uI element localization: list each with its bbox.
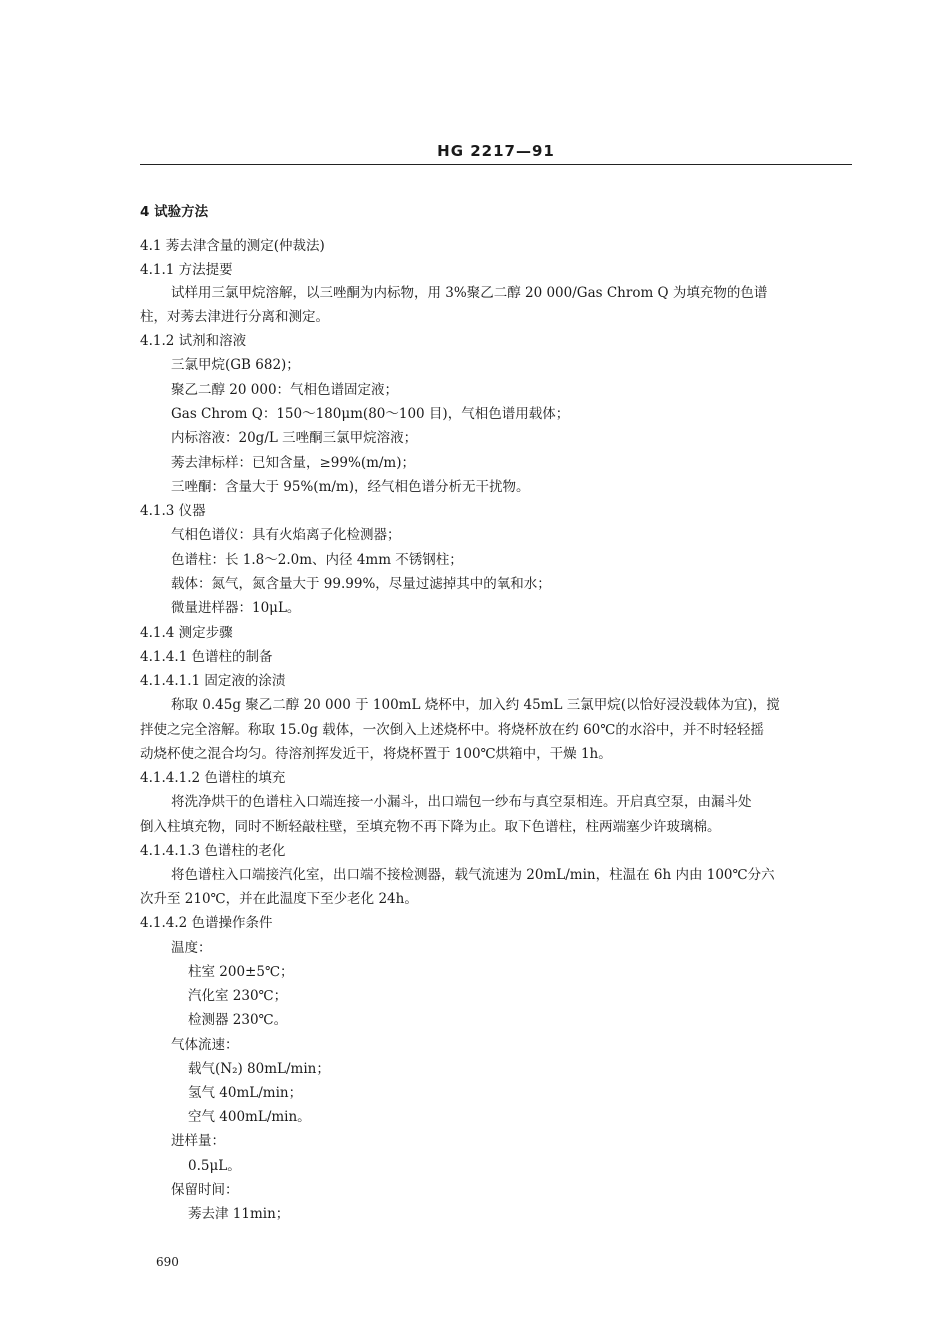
paragraph-line: 动烧杯使之混合均匀。待溶剂挥发近干，将烧杯置于 100℃烘箱中，干燥 1h。	[140, 746, 612, 762]
list-line: 三唑酮：含量大于 95%(m/m)，经气相色谱分析无干扰物。	[171, 479, 530, 495]
list-line: 色谱柱：长 1.8～2.0m、内径 4mm 不锈钢柱；	[171, 552, 463, 568]
paragraph-line: 将色谱柱入口端接汽化室，出口端不接检测器，载气流速为 20mL/min，柱温在 6h 内由 100℃分六	[171, 867, 775, 883]
paragraph-line: 称取 0.45g 聚乙二醇 20 000 于 100mL 烧杯中，加入约 45mL 三氯甲烷(以恰好浸没载体为宜)，搅	[171, 697, 780, 713]
list-line: 聚乙二醇 20 000：气相色谱固定液；	[171, 382, 399, 398]
condition-label: 保留时间：	[171, 1182, 239, 1198]
condition-value: 0.5μL。	[188, 1158, 241, 1174]
list-line: 内标溶液：20g/L 三唑酮三氯甲烷溶液；	[171, 430, 418, 446]
heading-4-1-4-1-1: 4.1.4.1.1 固定液的涂渍	[140, 673, 286, 689]
header-rule	[140, 164, 852, 165]
list-line: Gas Chrom Q：150～180μm(80～100 目)，气相色谱用载体；	[171, 406, 570, 422]
heading-4-1-4: 4.1.4 测定步骤	[140, 625, 233, 641]
condition-label: 气体流速：	[171, 1037, 239, 1053]
paragraph-line: 将洗净烘干的色谱柱入口端连接一小漏斗，出口端包一纱布与真空泵相连。开启真空泵，由漏斗处	[171, 794, 752, 810]
condition-value: 氢气 40mL/min；	[188, 1085, 303, 1101]
list-line: 三氯甲烷(GB 682)；	[171, 357, 300, 373]
condition-value: 柱室 200±5℃；	[188, 964, 294, 980]
list-line: 莠去津标样：已知含量，≥99%(m/m)；	[171, 455, 416, 471]
heading-4-1-4-1-2: 4.1.4.1.2 色谱柱的填充	[140, 770, 286, 786]
paragraph-line: 拌使之完全溶解。称取 15.0g 载体，一次倒入上述烧杯中。将烧杯放在约 60℃的水浴中，并不时轻轻摇	[140, 722, 764, 738]
heading-4-1-3: 4.1.3 仪器	[140, 503, 206, 519]
paragraph-line: 试样用三氯甲烷溶解，以三唑酮为内标物，用 3%聚乙二醇 20 000/Gas Chrom Q 为填充物的色谱	[171, 285, 768, 301]
list-line: 气相色谱仪：具有火焰离子化检测器；	[171, 527, 401, 543]
heading-4-1-4-1-3: 4.1.4.1.3 色谱柱的老化	[140, 843, 286, 859]
heading-4-1-2: 4.1.2 试剂和溶液	[140, 333, 247, 349]
heading-4-1: 4.1 莠去津含量的测定(仲裁法)	[140, 238, 325, 254]
heading-4-1-1: 4.1.1 方法提要	[140, 262, 233, 278]
section-heading-4: 4 试验方法	[140, 204, 209, 220]
paragraph-line: 柱，对莠去津进行分离和测定。	[140, 309, 329, 325]
list-line: 载体：氮气，氮含量大于 99.99%，尽量过滤掉其中的氧和水；	[171, 576, 551, 592]
condition-value: 载气(N₂) 80mL/min；	[188, 1061, 330, 1077]
paragraph-line: 次升至 210℃，并在此温度下至少老化 24h。	[140, 891, 418, 907]
condition-value: 汽化室 230℃；	[188, 988, 288, 1004]
condition-value: 检测器 230℃。	[188, 1012, 288, 1028]
condition-value: 莠去津 11min；	[188, 1206, 290, 1222]
page-number: 690	[156, 1255, 179, 1269]
standard-code-header: HG 2217—91	[437, 142, 555, 160]
condition-label: 温度：	[171, 940, 212, 956]
condition-label: 进样量：	[171, 1133, 225, 1149]
condition-value: 空气 400mL/min。	[188, 1109, 311, 1125]
list-line: 微量进样器：10μL。	[171, 600, 301, 616]
paragraph-line: 倒入柱填充物，同时不断轻敲柱壁，至填充物不再下降为止。取下色谱柱，柱两端塞少许玻璃棉。	[140, 819, 721, 835]
heading-4-1-4-1: 4.1.4.1 色谱柱的制备	[140, 649, 273, 665]
heading-4-1-4-2: 4.1.4.2 色谱操作条件	[140, 915, 273, 931]
